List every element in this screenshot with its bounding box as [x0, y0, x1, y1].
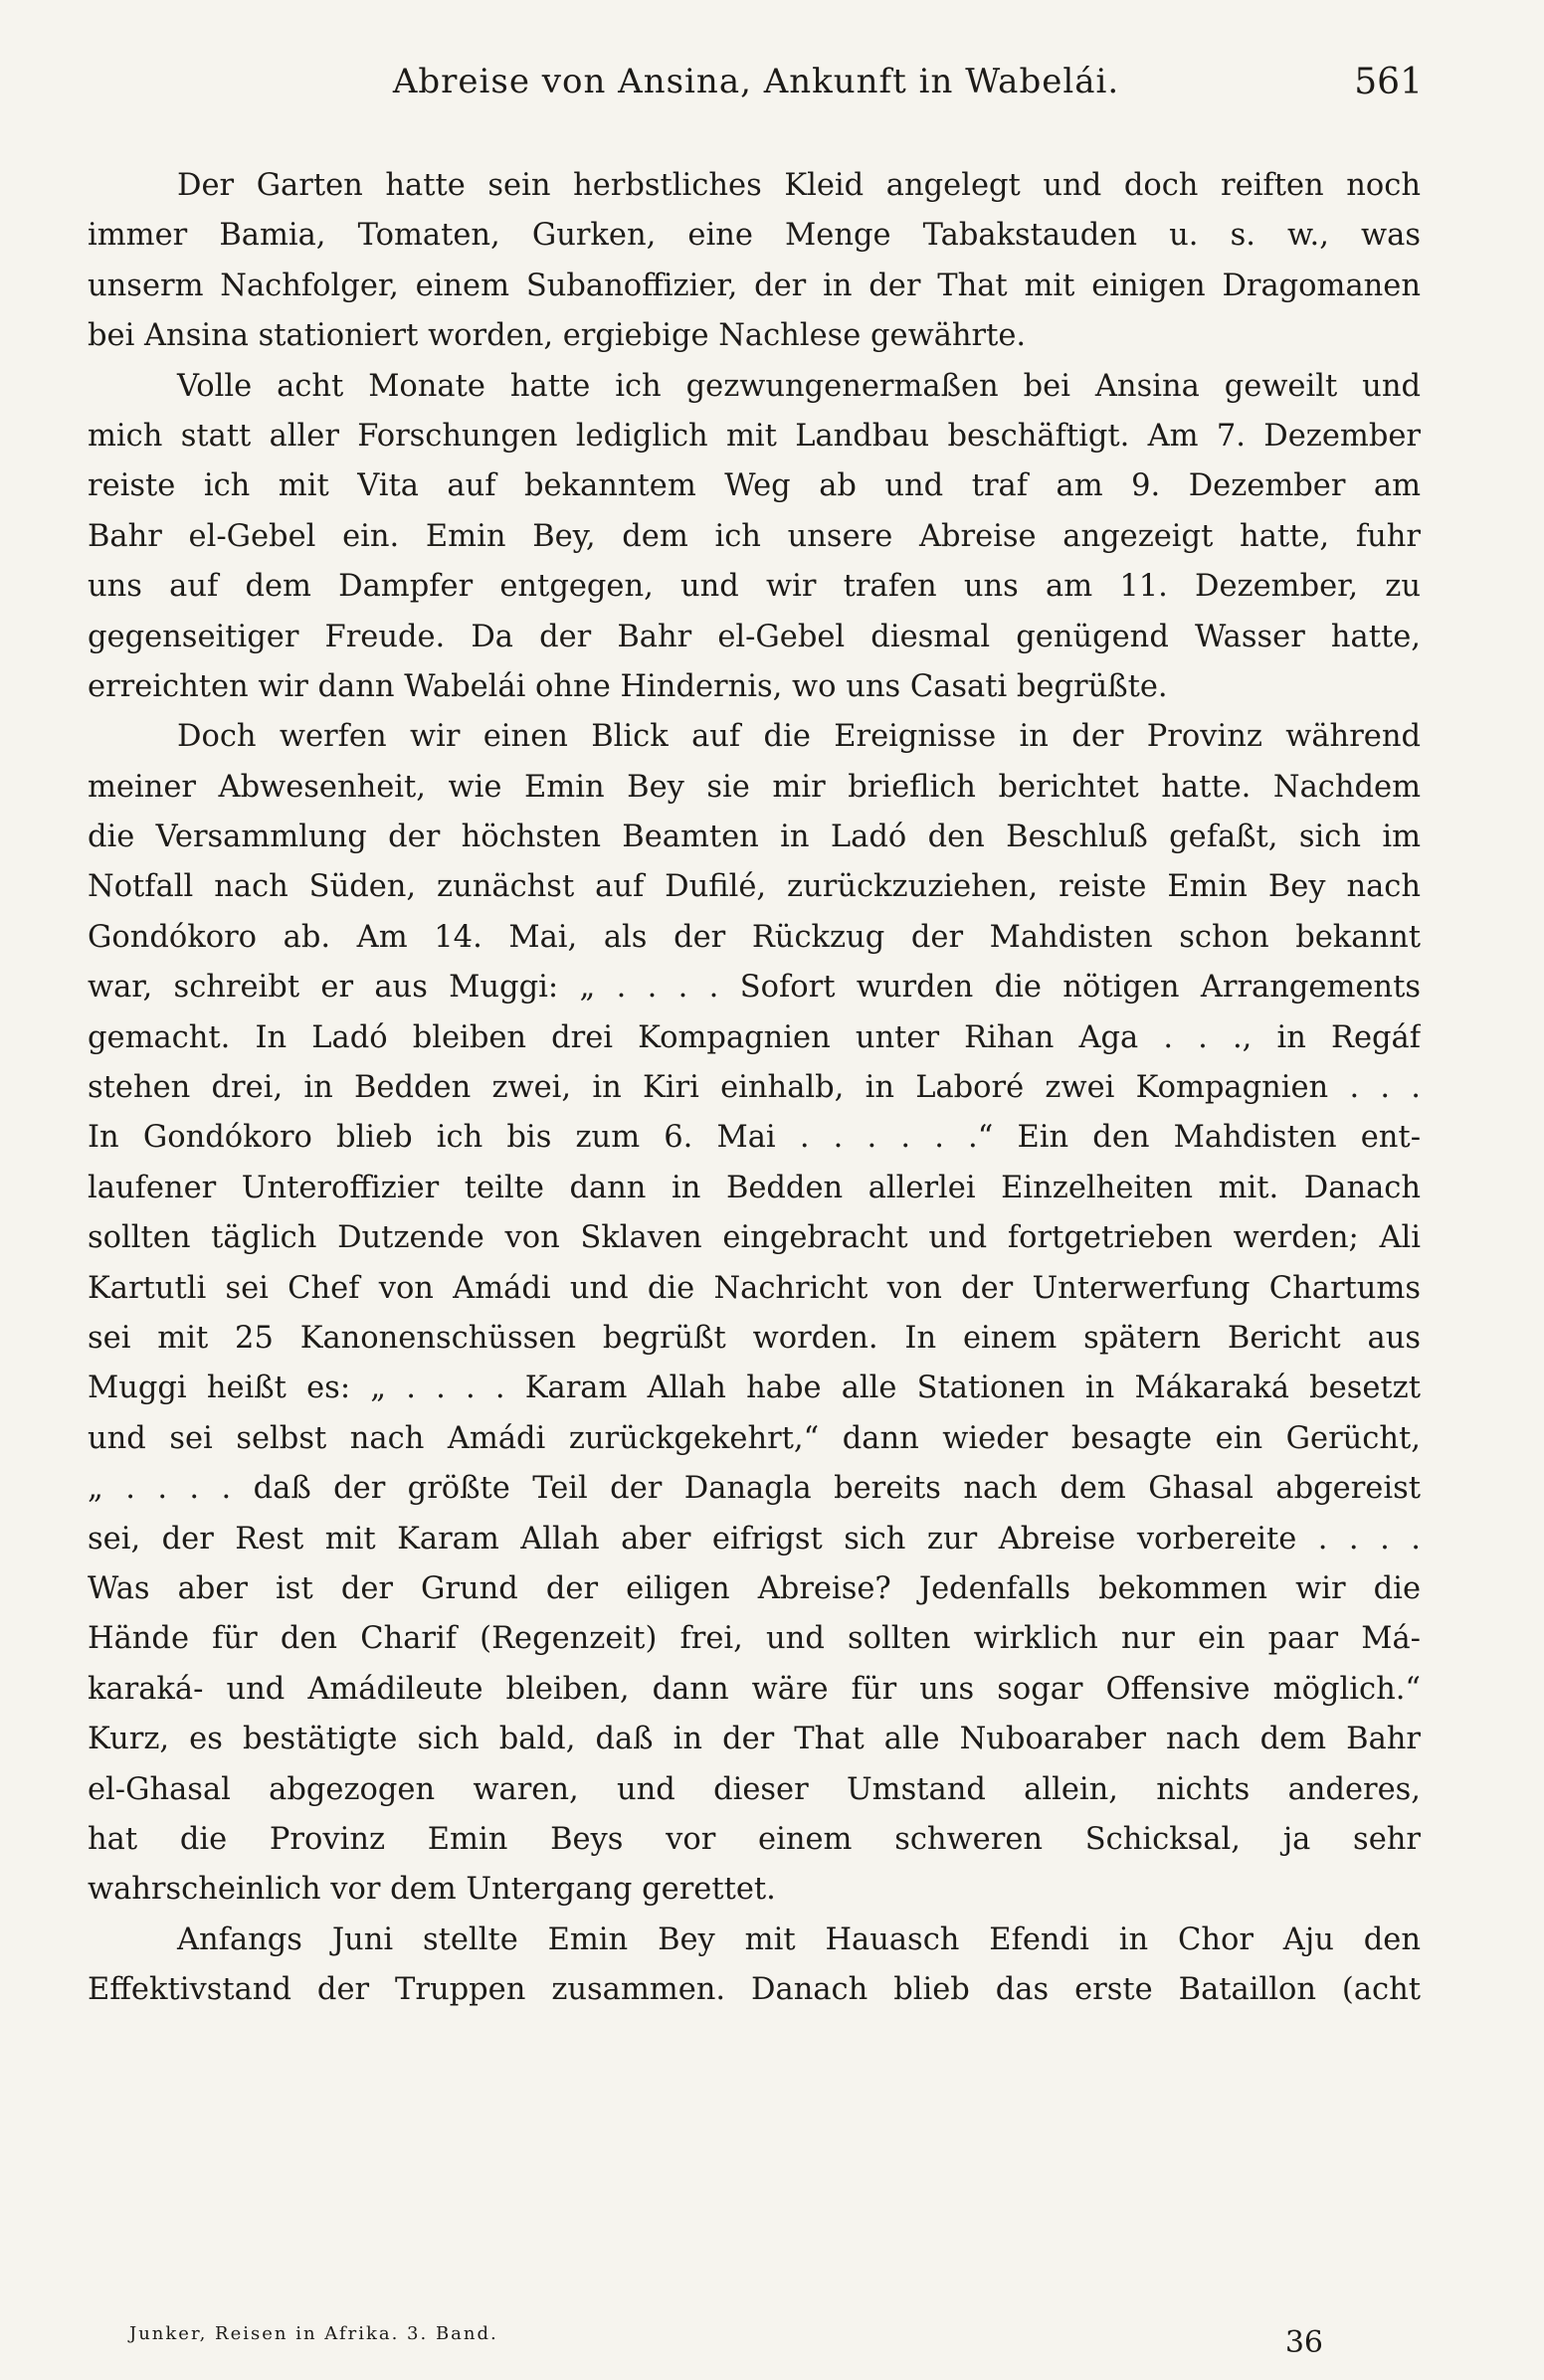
text-line: unserm Nachfolger, einem Subanoffizier, der in der That mit einigen Dragomanen [88, 268, 1421, 303]
text-line: Gondókoro ab. Am 14. Mai, als der Rückzug der Mahdisten schon bekannt [88, 919, 1421, 955]
body-text [88, 161, 1421, 2015]
text-line: Bahr el-Gebel ein. Emin Bey, dem ich unsere Abreise angezeigt hatte, fuhr [88, 518, 1421, 554]
text-line: Muggi heißt es: „ . . . . Karam Allah habe alle Stationen in Mákaraká besetzt [88, 1371, 1421, 1406]
text-line: und sei selbst nach Amádi zurückgekehrt,“ dann wieder besagte ein Gerücht, [88, 1420, 1421, 1456]
text-line: immer Bamia, Tomaten, Gurken, eine Menge Tabakstauden u. s. w., was [88, 218, 1421, 254]
text-line: Volle acht Monate hatte ich gezwungenermaßen bei Ansina geweilt und [177, 368, 1421, 404]
text-line: wahrscheinlich vor dem Untergang gerettet. [88, 1872, 776, 1908]
text-line: bei Ansina stationiert worden, ergiebige Nachlese gewährte. [88, 318, 1027, 354]
text-line: war, schreibt er aus Muggi: „ . . . . Sofort wurden die nötigen Arrangements [88, 970, 1421, 1006]
text-line: Doch werfen wir einen Blick auf die Ereignisse in der Provinz während [177, 719, 1421, 755]
text-line: Hände für den Charif (Regenzeit) frei, und sollten wirklich nur ein paar Má- [88, 1621, 1421, 1657]
text-line: Notfall nach Süden, zunächst auf Dufilé, zurückzuziehen, reiste Emin Bey nach [88, 869, 1421, 905]
text-line: laufener Unteroffizier teilte dann in Bedden allerlei Einzelheiten mit. Danach [88, 1170, 1421, 1205]
text-line: Kurz, es bestätigte sich bald, daß in der That alle Nuboaraber nach dem Bahr [88, 1722, 1421, 1757]
text-line: Anfangs Juni stellte Emin Bey mit Hauasch Efendi in Chor Aju den [177, 1922, 1421, 1957]
text-line: die Versammlung der höchsten Beamten in Ladó den Beschluß gefaßt, sich im [88, 820, 1421, 855]
text-line: In Gondókoro blieb ich bis zum 6. Mai . . . . . .“ Ein den Mahdisten ent- [88, 1120, 1421, 1156]
text-line: „ . . . . daß der größte Teil der Danagla bereits nach dem Ghasal abgereist [88, 1471, 1421, 1507]
text-line: karaká- und Amádileute bleiben, dann wäre für uns sogar Offensive möglich.“ [88, 1671, 1421, 1707]
running-title: Abreise von Ansina, Ankunft in Wabelái. [392, 62, 1120, 101]
text-line: erreichten wir dann Wabelái ohne Hindernis, wo uns Casati begrüßte. [88, 668, 1168, 704]
text-line: stehen drei, in Bedden zwei, in Kiri einhalb, in Laboré zwei Kompagnien . . . [88, 1070, 1421, 1106]
text-line: sollten täglich Dutzende von Sklaven eingebracht und fortgetrieben werden; Ali [88, 1220, 1421, 1256]
text-line: Der Garten hatte sein herbstliches Kleid angelegt und doch reiften noch [177, 168, 1421, 203]
text-line: reiste ich mit Vita auf bekanntem Weg ab und traf am 9. Dezember am [88, 468, 1421, 504]
text-line: sei mit 25 Kanonenschüssen begrüßt worden. In einem spätern Bericht aus [88, 1320, 1421, 1356]
text-line: el-Ghasal abgezogen waren, und dieser Umstand allein, nichts anderes, [88, 1771, 1421, 1807]
page-number: 561 [1354, 62, 1423, 102]
page-footer [129, 2323, 1323, 2363]
text-line: sei, der Rest mit Karam Allah aber eifrigst sich zur Abreise vorbereite . . . . [88, 1521, 1421, 1556]
text-line: hat die Provinz Emin Beys vor einem schweren Schicksal, ja sehr [88, 1821, 1421, 1857]
text-line: Effektivstand der Truppen zusammen. Danach blieb das erste Bataillon (acht [88, 1972, 1421, 2008]
text-line: mich statt aller Forschungen lediglich mit Landbau beschäftigt. Am 7. Dezember [88, 418, 1421, 454]
text-line: Was aber ist der Grund der eiligen Abreise? Jedenfalls bekommen wir die [88, 1570, 1421, 1606]
sheet-number: 36 [1284, 2325, 1323, 2360]
footer-signature: Junker, Reisen in Afrika. 3. Band. [129, 2323, 498, 2344]
text-line: gemacht. In Ladó bleiben drei Kompagnien unter Rihan Aga . . ., in Regáf [88, 1019, 1421, 1055]
text-line: meiner Abwesenheit, wie Emin Bey sie mir brieflich berichtet hatte. Nachdem [88, 769, 1421, 805]
text-line: gegenseitiger Freude. Da der Bahr el-Gebel diesmal genügend Wasser hatte, [88, 619, 1421, 654]
text-line: Kartutli sei Chef von Amádi und die Nachricht von der Unterwerfung Chartums [88, 1270, 1421, 1306]
text-line: uns auf dem Dampfer entgegen, und wir trafen uns am 11. Dezember, zu [88, 569, 1421, 605]
running-head [90, 62, 1423, 111]
